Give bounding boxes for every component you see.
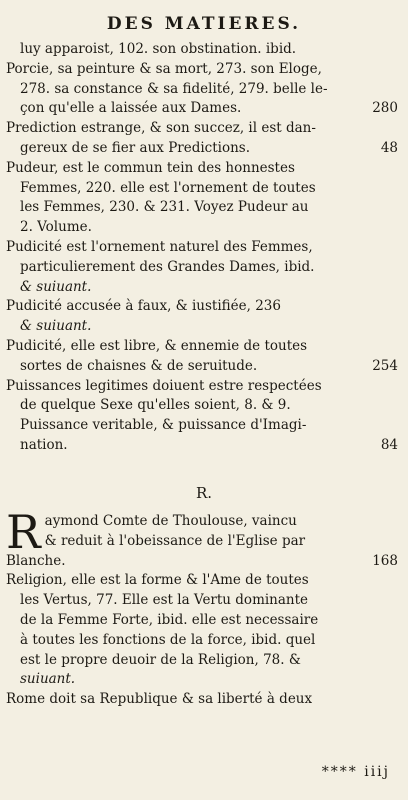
index-entry [6,60,398,119]
entry-text: Blanche. [6,552,66,569]
index-entry [6,505,398,571]
entry-line: Femmes, 220. elle est l'ornement de toutes [20,179,316,196]
page-number: 84 [380,436,398,453]
entry-text: sortes de chaisnes & de seruitude. [20,357,258,374]
entry-line: aymond Comte de Thoulouse, vaincu [44,513,297,529]
entry-line: Pudeur, est le commun tein des honnestes [6,159,295,176]
index-entry [6,377,398,456]
entry-line [6,99,398,119]
entry-line: Prediction estrange, & son succez, il est dan- [6,120,316,137]
entry-line: & reduit à l'obeissance de l'Eglise par [44,532,306,549]
signature-mark: **** iiij [321,764,390,780]
entry-line: particulierement des Grandes Dames, ibid. [20,258,315,275]
entry-text: nation. [20,436,68,453]
index-entries-r [6,505,398,710]
drop-cap: R [6,505,41,559]
entry-text: gereux de se fier aux Predictions. [20,139,251,156]
entry-line: luy apparoist, 102. son obstination. ibid. [20,41,297,57]
index-entry [6,40,398,60]
index-entry [6,337,398,377]
entry-line: est le propre deuoir de la Religion, 78. & [20,651,301,668]
entry-line [6,436,398,456]
section-letter: R. [195,484,213,502]
entry-line: Pudicité accusée à faux, & iustifiée, 236 [6,298,281,315]
entry-line: & suiuant. [20,278,92,295]
entry-line [6,552,398,572]
page-header: DES MATIERES. [106,14,302,34]
page-number: 254 [372,357,398,374]
entry-line: Pudicité, elle est libre, & ennemie de toutes [6,337,308,354]
entry-line: Puissance veritable, & puissance d'Imagi- [20,417,307,434]
entry-line: à toutes les fonctions de la force, ibid. quel [20,631,316,648]
entry-line: Rome doit sa Republique & sa liberté à deux [6,691,313,708]
index-entry [6,159,398,238]
entry-line [6,139,398,159]
entry-line: suiuant. [20,671,76,688]
entry-line: & suiuant. [20,318,92,335]
index-entry [6,690,398,710]
entry-line: Pudicité est l'ornement naturel des Femmes, [6,238,313,255]
entry-line: Religion, elle est la forme & l'Ame de toutes [6,572,309,589]
index-entry [6,119,398,159]
entry-line: Puissances legitimes doiuent estre respectées [6,377,322,394]
entry-line: les Vertus, 77. Elle est la Vertu dominante [20,592,309,609]
page-number: 280 [372,100,398,117]
page-number: 48 [380,139,398,156]
index-entries-p [6,40,398,456]
entry-line: de quelque Sexe qu'elles soient, 8. & 9. [20,397,291,414]
entry-line: 2. Volume. [20,219,92,236]
entry-line: les Femmes, 230. & 231. Voyez Pudeur au [20,199,309,216]
index-entry [6,571,398,690]
entry-line: Porcie, sa peinture & sa mort, 273. son Eloge, [6,60,322,77]
page-number: 168 [372,552,398,569]
index-entry [6,238,398,297]
index-entry [6,297,398,337]
entry-line [6,357,398,377]
entry-line: 278. sa constance & sa fidelité, 279. belle le- [20,80,328,97]
entry-text: çon qu'elle a laissée aux Dames. [20,100,242,117]
entry-line: de la Femme Forte, ibid. elle est necessaire [20,611,319,628]
